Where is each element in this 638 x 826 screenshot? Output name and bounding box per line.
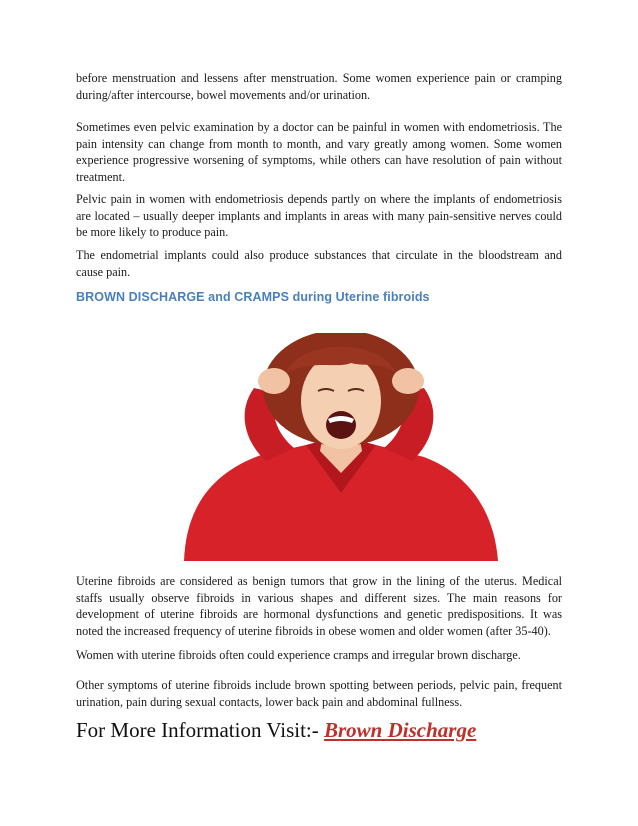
paragraph-other-symptoms: Other symptoms of uterine fibroids include brown spotting between periods, pelvic pain, frequent urination, pain during sexual contacts, lower back pain and abdominal fullness. — [76, 678, 562, 709]
more-information-label: For More Information Visit:- — [76, 718, 324, 742]
paragraph-pelvic-examination: Sometimes even pelvic examination by a doctor can be painful in women with endometriosis. The pain intensity can change from month to month, and vary greatly among women. Some women experience progressive worsening of symptoms, while others can have resolution of pain without treatment. — [76, 120, 562, 184]
paragraph-uterine-fibroids: Uterine fibroids are considered as benign tumors that grow in the lining of the uterus. Medical staffs usually observe fibroids in various shapes and different sizes. The main reasons for development of uterine fibroids are hormonal dysfunctions and genetic predispositions. It was noted the increased frequency of uterine fibroids in obese women and older women (after 35-40). — [76, 574, 562, 638]
paragraph-menstruation-pain: before menstruation and lessens after menstruation. Some women experience pain or cramping during/after intercourse, bowel movements and/or urination. — [76, 71, 562, 102]
section-heading: BROWN DISCHARGE and CRAMPS during Uterine fibroids — [76, 290, 430, 304]
more-information-line — [76, 716, 596, 744]
woman-screaming-photo — [166, 333, 512, 561]
paragraph-fibroid-cramps: Women with uterine fibroids often could experience cramps and irregular brown discharge. — [76, 648, 521, 662]
paragraph-endometrial-implants: The endometrial implants could also produce substances that circulate in the bloodstream and cause pain. — [76, 248, 562, 279]
brown-discharge-link[interactable]: Brown Discharge — [324, 718, 477, 742]
paragraph-pelvic-pain: Pelvic pain in women with endometriosis depends partly on where the implants of endometriosis are located – usually deeper implants and implants in areas with many pain-sensitive nerves could be more likely to produce pain. — [76, 192, 562, 239]
